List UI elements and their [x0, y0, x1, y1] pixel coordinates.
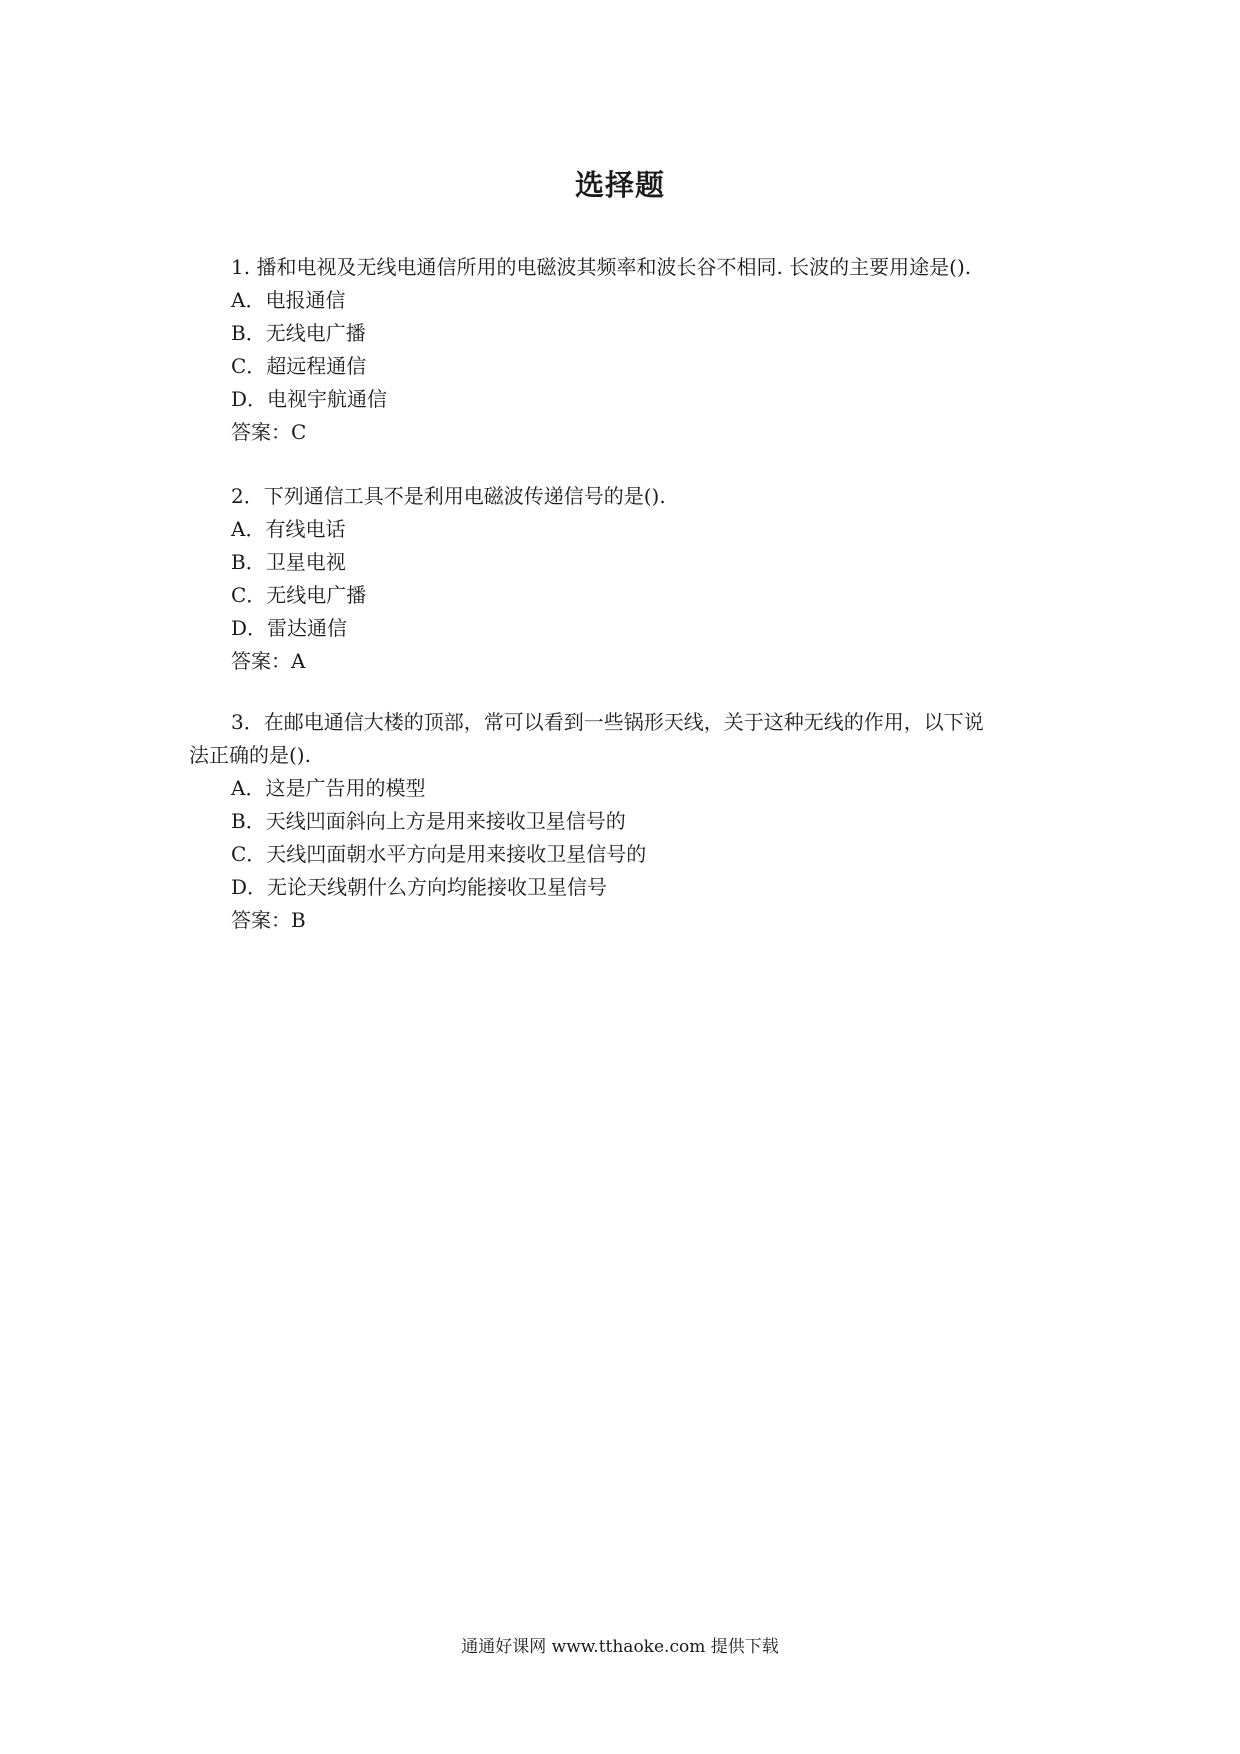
- option-c: C．天线凹面朝水平方向是用来接收卫星信号的: [231, 842, 647, 866]
- option-c: C．无线电广播: [231, 583, 367, 607]
- question-stem-line-2: 法正确的是().: [189, 743, 311, 767]
- option-a: A．电报通信: [231, 288, 346, 312]
- option-a: A．有线电话: [231, 517, 346, 541]
- question-stem-line-1: 3．在邮电通信大楼的顶部，常可以看到一些锅形天线，关于这种无线的作用，以下说: [231, 710, 984, 734]
- option-d: D．电视宇航通信: [231, 387, 388, 411]
- option-a: A．这是广告用的模型: [231, 776, 426, 800]
- option-b: B．无线电广播: [231, 321, 366, 345]
- option-b: B．天线凹面斜向上方是用来接收卫星信号的: [231, 809, 626, 833]
- question-stem: 2．下列通信工具不是利用电磁波传递信号的是().: [231, 484, 666, 508]
- page-title: 选择题: [574, 168, 665, 202]
- option-d: D．雷达通信: [231, 616, 348, 640]
- answer: 答案：B: [231, 908, 306, 932]
- option-b: B．卫星电视: [231, 550, 346, 574]
- option-d: D．无论天线朝什么方向均能接收卫星信号: [231, 875, 608, 899]
- option-c: C．超远程通信: [231, 354, 367, 378]
- question-1: [231, 251, 1071, 449]
- page-footer: 通通好课网 www.tthaoke.com 提供下载: [461, 1637, 779, 1657]
- question-stem: 1. 播和电视及无线电通信所用的电磁波其频率和波长谷不相同. 长波的主要用途是().: [231, 255, 972, 279]
- question-2: [231, 480, 1071, 678]
- question-stem: [189, 706, 1071, 772]
- answer: 答案：A: [231, 649, 306, 673]
- question-3: [189, 706, 1071, 937]
- answer: 答案：C: [231, 420, 307, 444]
